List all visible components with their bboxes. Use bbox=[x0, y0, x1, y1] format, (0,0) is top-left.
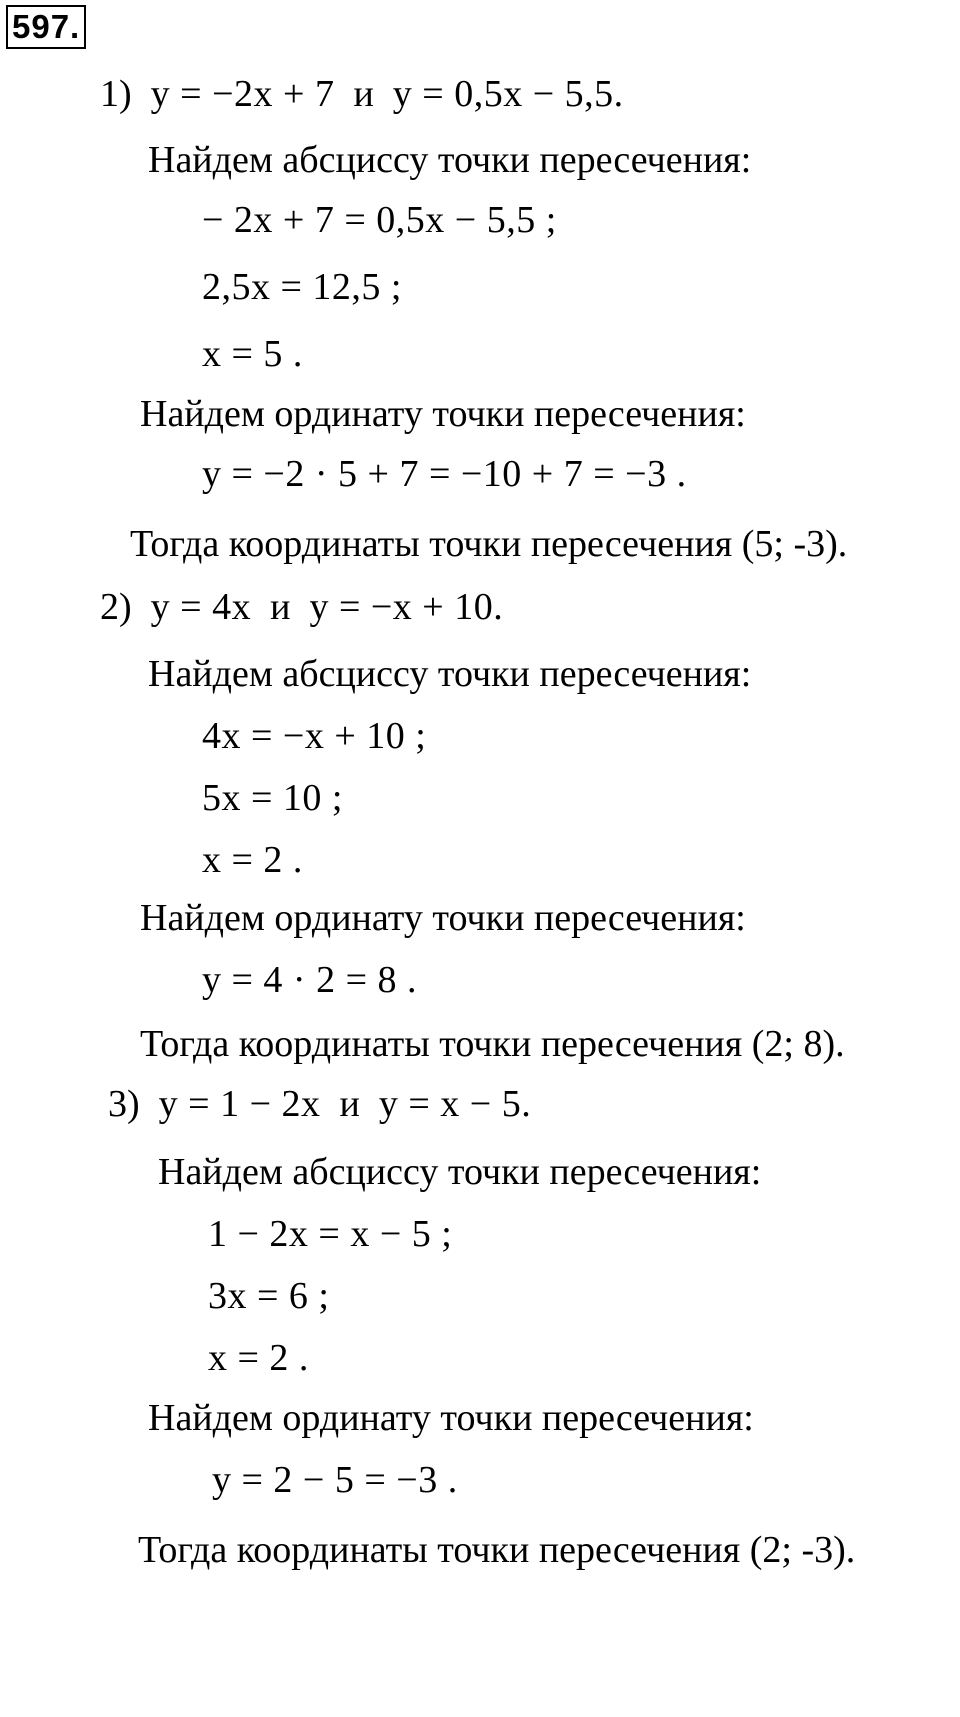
part-1-number: 1) bbox=[100, 73, 132, 115]
part-2-ordinate-step: y = 4 · 2 = 8 . bbox=[202, 959, 418, 1001]
part-1-header bbox=[100, 72, 623, 116]
part-3-abscissa-step-3: x = 2 . bbox=[208, 1337, 309, 1379]
part-1-equation-1: y = −2x + 7 bbox=[150, 73, 335, 115]
part-1-end-dot: . bbox=[613, 73, 624, 115]
part-3-conjunction: и bbox=[339, 1083, 360, 1125]
part-3-abscissa-step-2: 3x = 6 ; bbox=[208, 1275, 330, 1317]
part-2-number: 2) bbox=[100, 586, 132, 628]
part-2-header bbox=[100, 585, 503, 629]
part-1-equation-2: y = 0,5x − 5,5 bbox=[392, 73, 614, 115]
part-1-ordinate-text: Найдем ординату точки пересечения: bbox=[140, 393, 746, 435]
part-2-conjunction: и bbox=[270, 586, 291, 628]
part-1-abscissa-step-2: 2,5x = 12,5 ; bbox=[202, 266, 402, 308]
part-3-header bbox=[108, 1082, 531, 1126]
part-3-end-dot: . bbox=[521, 1083, 531, 1125]
part-2-result: Тогда координаты точки пересечения (2; 8). bbox=[140, 1023, 845, 1065]
part-1-result: Тогда координаты точки пересечения (5; -3). bbox=[130, 523, 848, 565]
part-2-abscissa-step-1: 4x = −x + 10 ; bbox=[202, 715, 427, 757]
part-3-equation-1: y = 1 − 2x bbox=[158, 1083, 321, 1125]
part-2-abscissa-step-3: x = 2 . bbox=[202, 839, 303, 881]
part-2-end-dot: . bbox=[493, 586, 503, 628]
part-1-abscissa-step-1: − 2x + 7 = 0,5x − 5,5 ; bbox=[202, 199, 557, 241]
part-1-conjunction: и bbox=[353, 73, 374, 115]
part-2-ordinate-text: Найдем ординату точки пересечения: bbox=[140, 897, 746, 939]
part-2-abscissa-step-2: 5x = 10 ; bbox=[202, 777, 343, 819]
part-3-result: Тогда координаты точки пересечения (2; -3). bbox=[138, 1529, 856, 1571]
part-3-number: 3) bbox=[108, 1083, 140, 1125]
part-3-ordinate-text: Найдем ординату точки пересечения: bbox=[148, 1397, 754, 1439]
part-1-abscissa-text: Найдем абсциссу точки пересечения: bbox=[148, 139, 752, 181]
problem-number: 597. bbox=[6, 5, 86, 49]
part-2-equation-2: y = −x + 10 bbox=[309, 586, 494, 628]
part-3-ordinate-step: y = 2 − 5 = −3 . bbox=[212, 1459, 458, 1501]
part-1-abscissa-step-3: x = 5 . bbox=[202, 333, 303, 375]
part-3-abscissa-text: Найдем абсциссу точки пересечения: bbox=[158, 1151, 762, 1193]
part-3-equation-2: y = x − 5 bbox=[378, 1083, 522, 1125]
part-3-abscissa-step-1: 1 − 2x = x − 5 ; bbox=[208, 1213, 453, 1255]
part-1-ordinate-step: y = −2 · 5 + 7 = −10 + 7 = −3 . bbox=[202, 453, 687, 495]
part-2-abscissa-text: Найдем абсциссу точки пересечения: bbox=[148, 653, 752, 695]
part-2-equation-1: y = 4x bbox=[150, 586, 252, 628]
